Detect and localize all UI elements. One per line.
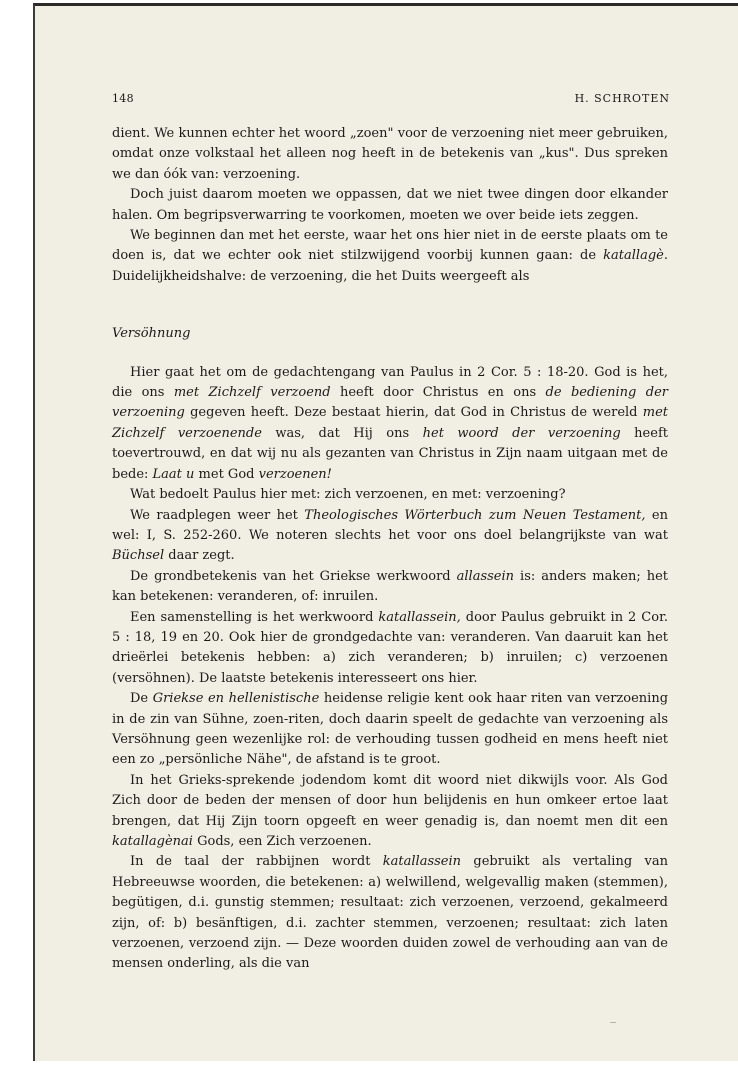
text-run: Een samenstelling is het werkwoord [130,609,379,625]
text-run: . Duidelijkheidshalve: de verzoening, die het Duits weergeeft als [112,248,668,284]
text-run: door Paulus gebruikt in 2 Cor. 5 : 18, 19 en 20. Ook hier de grondgedachte van: veranderen. Van daaruit kan het drieërlei betekenis hebben: a) zich veranderen; b) inruilen; c) verzoenen (versöhnen). De laatste betekenis interesseert ons hier. [112,609,669,686]
scan-speck [610,1022,616,1023]
page-number: 148 [112,92,134,105]
text-run: heeft door Christus en ons [330,385,546,401]
paragraph [112,689,668,771]
italic-term: katallagè [603,248,664,264]
text-run: is: anders maken; het kan betekenen: veranderen, of: inruilen. [112,568,669,605]
paragraph [112,226,668,287]
paragraph: dient. We kunnen echter het woord „zoen" voor de verzoening niet meer gebruiken, omdat onze volkstaal het alleen nog heeft in de betekenis van „kus". Dus spreken we dan óók van: verzoening. [112,126,668,182]
page-body [112,124,668,975]
text-run: en wel: I, S. 252-260. We noteren slechts het voor ons doel belangrijkste van wat [112,507,669,543]
italic-term: katallassein, [378,609,461,625]
page-header [112,92,670,105]
italic-term: katallagènai [112,834,193,849]
text-run: We raadplegen weer het [130,507,305,523]
text-run: heeft toevertrouwd, en dat wij nu als gezanten van Christus in Zijn naam uitgaan met de bede: [112,425,668,482]
italic-term: het woord der verzoening [422,425,621,441]
paragraph: Doch juist daarom moeten we oppassen, dat we niet twee dingen door elkander halen. Om begripsverwarring te voorkomen, moeten we over beide iets zeggen. [112,187,668,223]
text-run: gegeven heeft. Deze bestaat hierin, dat God in Christus de wereld [184,405,643,421]
paragraph [112,852,668,974]
text-run: In de taal der rabbijnen wordt [130,854,383,870]
italic-term: allassein [456,568,515,584]
italic-term: Laat u [152,466,195,482]
paragraph: Wat bedoelt Paulus hier met: zich verzoenen, en met: verzoening? [130,487,566,503]
text-run: heidense religie kent ook haar riten van verzoening in de zin van Sühne, zoen-riten, doch daarin speelt de gedachte van verzoening als Versöhnung geen wezenlijke rol: de verhouding tussen godheid en mens heeft niet een zo „persönliche Nähe", de afstand is te groot. [112,691,669,768]
text-run: Hier gaat het om de gedachtengang van Paulus in 2 Cor. 5 : 18-20. God is het, die ons [112,364,668,401]
italic-term: Griekse en hellenistische [152,691,320,707]
paragraph [112,363,668,485]
text-run: met God [194,466,259,482]
text-run: We beginnen dan met het eerste, waar het ons hier niet in de eerste plaats om te doen is, dat we echter ook niet stilzwijgend voorbij kunnen gaan: de [112,228,668,264]
italic-term: met Zichzelf verzoenende [112,405,668,441]
italic-term: Büchsel [112,548,165,564]
italic-term: katallassein [382,854,462,870]
text-run: In het Grieks-sprekende jodendom komt dit woord niet dikwijls voor. Als God Zich door de beden der mensen of door hun belijdenis en hun omkeer ertoe laat brengen, dat Hij Zijn toorn opgeeft en weer genadig is, dan noemt men dit een [112,772,668,829]
text-run: daar zegt. [164,548,235,564]
paragraph [112,771,668,853]
italic-term: Theologisches Wörterbuch zum Neuen Testament, [304,507,646,523]
paragraph [112,608,668,690]
paragraph [112,506,668,567]
text-run: De [130,691,153,707]
text-run: Gods, een Zich verzoenen. [192,834,372,849]
text-run: was, dat Hij ons [261,425,423,441]
paragraph [112,567,668,608]
italic-term: verzoenen! [258,466,332,482]
italic-term: met Zichzelf verzoend [173,385,331,401]
running-head: H. SCHROTEN [574,92,670,105]
text-run: gebruikt als vertaling van Hebreeuwse woorden, die betekenen: a) welwillend, welgevallig maken (stemmen), begütigen, d.i. gunstig stemmen; resultaat: zich verzoenen, verzoend, gekalmeerd zijn, of: b) besänftigen, d.i. zachter stemmen, verzoenen; resultaat: zich laten verzoenen, verzoend zijn. — Deze woorden duiden zowel de verhouding aan van de mensen onderling, als die van [112,854,668,972]
text-run: De grondbetekenis van het Griekse werkwoord [130,568,457,584]
section-heading: Versöhnung [112,326,191,342]
italic-term: de bediening der verzoening [112,385,669,421]
